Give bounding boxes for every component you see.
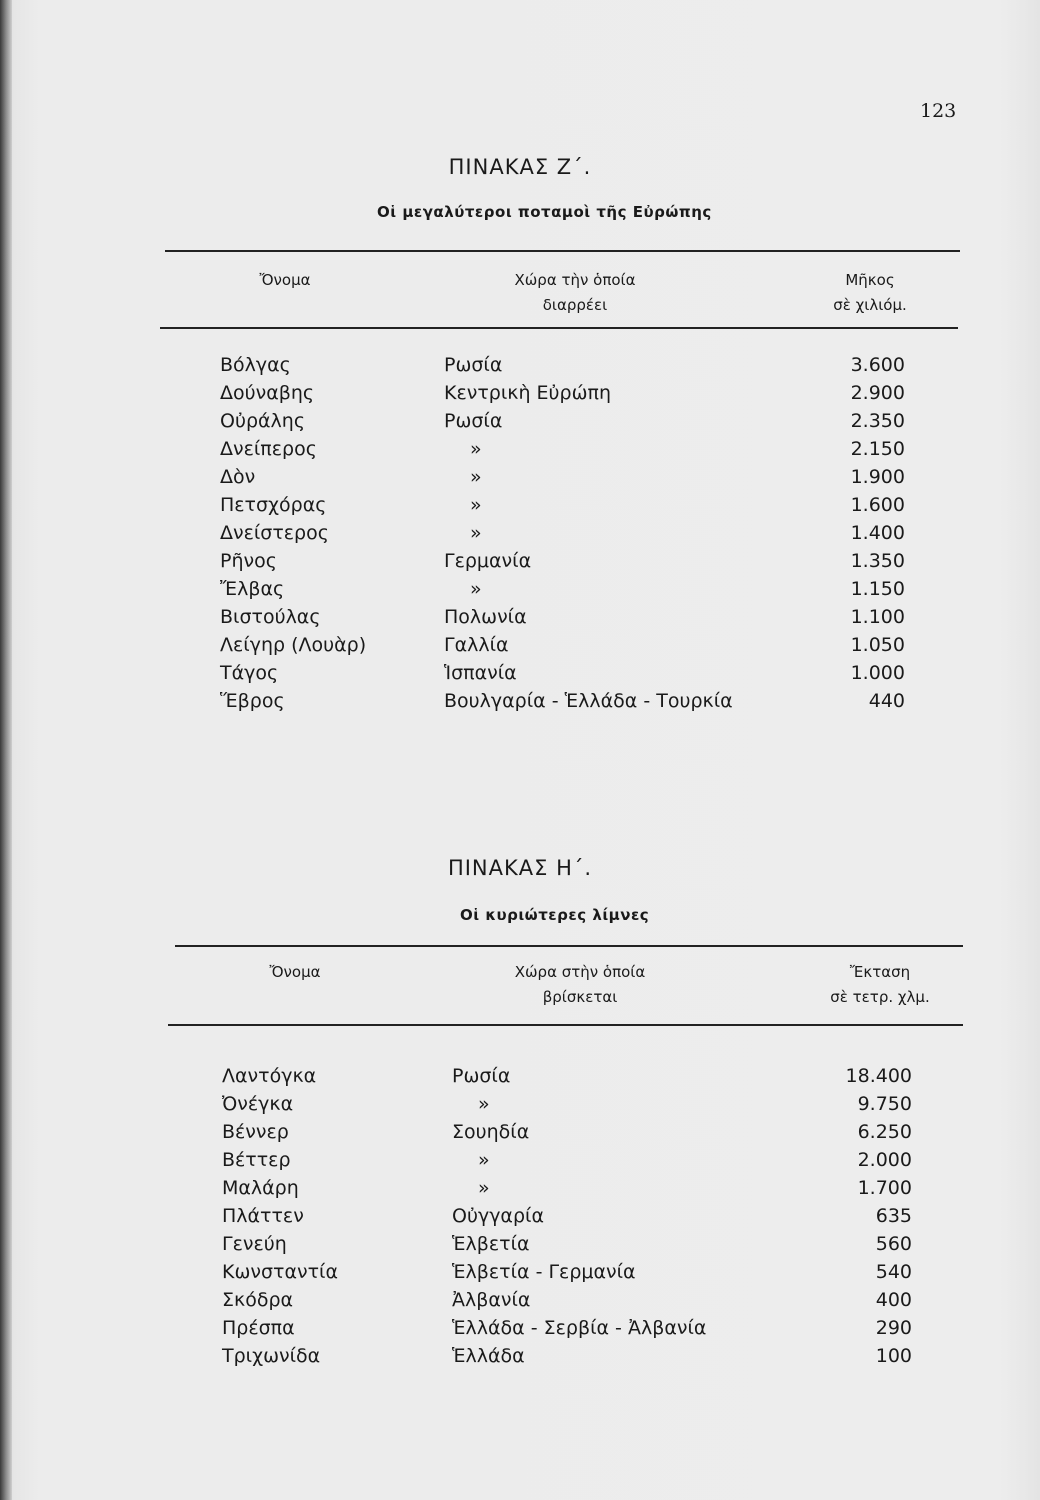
table-row <box>0 634 1040 662</box>
rivers-header-bottom-rule <box>160 327 958 329</box>
lake-country: Ἑλλάδα <box>452 1345 525 1367</box>
lake-name: Λαντόγκα <box>222 1065 317 1087</box>
river-country: » <box>470 522 482 544</box>
lake-name: Βέττερ <box>222 1149 291 1171</box>
lake-name: Σκόδρα <box>222 1289 294 1311</box>
lake-area: 540 <box>875 1261 912 1283</box>
lakes-header-bottom-rule <box>168 1024 963 1026</box>
table-row <box>0 1317 1040 1345</box>
lake-area: 18.400 <box>845 1065 912 1087</box>
river-length: 1.400 <box>850 522 905 544</box>
lake-name: Πρέσπα <box>222 1317 295 1339</box>
lake-name: Τριχωνίδα <box>222 1345 321 1367</box>
table-row <box>0 1093 1040 1121</box>
lake-country: Ἑλβετία - Γερμανία <box>452 1261 636 1283</box>
river-length: 2.900 <box>850 382 905 404</box>
rivers-header-country <box>470 268 680 318</box>
table-row <box>0 438 1040 466</box>
rivers-header-country-line2: διαρρέει <box>542 296 608 314</box>
river-country: » <box>470 494 482 516</box>
table-row <box>0 662 1040 690</box>
river-country: Βουλγαρία - Ἑλλάδα - Τουρκία <box>444 690 733 712</box>
river-country: Πολωνία <box>444 606 527 628</box>
lake-area: 9.750 <box>857 1093 912 1115</box>
river-name: Βόλγας <box>220 354 291 376</box>
lake-country: Σουηδία <box>452 1121 530 1143</box>
rivers-header-value-line1: Μῆκος <box>845 271 895 289</box>
river-name: Ἔλβας <box>220 578 285 600</box>
river-length: 3.600 <box>850 354 905 376</box>
river-length: 1.600 <box>850 494 905 516</box>
lakes-header-value <box>800 960 960 1010</box>
lake-country: » <box>478 1149 490 1171</box>
table-row <box>0 382 1040 410</box>
lakes-header-country-line2: βρίσκεται <box>542 988 618 1006</box>
table-row <box>0 1261 1040 1289</box>
lake-country: » <box>478 1177 490 1199</box>
river-name: Δὸν <box>220 466 256 488</box>
lake-name: Γενεύη <box>222 1233 287 1255</box>
river-length: 1.100 <box>850 606 905 628</box>
table-row <box>0 1065 1040 1093</box>
lake-area: 6.250 <box>857 1121 912 1143</box>
table-row <box>0 522 1040 550</box>
table-row <box>0 466 1040 494</box>
table-row <box>0 550 1040 578</box>
river-name: Οὐράλης <box>220 410 305 432</box>
table-row <box>0 606 1040 634</box>
lake-name: Κωνσταντία <box>222 1261 338 1283</box>
table-row <box>0 1205 1040 1233</box>
lakes-header-country <box>475 960 685 1010</box>
lake-country: Ρωσία <box>452 1065 511 1087</box>
table-row <box>0 1345 1040 1373</box>
river-length: 1.900 <box>850 466 905 488</box>
river-name: Βιστούλας <box>220 606 321 628</box>
lakes-header-name: Ὄνομα <box>269 963 321 981</box>
lake-area: 2.000 <box>857 1149 912 1171</box>
table-row <box>0 494 1040 522</box>
table-row <box>0 690 1040 718</box>
lake-area: 100 <box>875 1345 912 1367</box>
river-country: Ρωσία <box>444 410 503 432</box>
lakes-table-title: ΠΙΝΑΚΑΣ Η΄. <box>447 856 593 880</box>
river-name: Δνείπερος <box>220 438 317 460</box>
rivers-table-title: ΠΙΝΑΚΑΣ Ζ΄. <box>448 155 592 179</box>
river-country: Κεντρικὴ Εὐρώπη <box>444 382 612 404</box>
river-country: » <box>470 578 482 600</box>
lakes-header-value-line1: Ἔκταση <box>849 963 911 981</box>
river-length: 1.350 <box>850 550 905 572</box>
table-row <box>0 1289 1040 1317</box>
river-name: Δούναβης <box>220 382 315 404</box>
river-length: 1.150 <box>850 578 905 600</box>
lakes-header-top-rule <box>175 945 963 947</box>
river-length: 1.050 <box>850 634 905 656</box>
table-row <box>0 1177 1040 1205</box>
river-length: 2.150 <box>850 438 905 460</box>
river-country: » <box>470 466 482 488</box>
river-length: 2.350 <box>850 410 905 432</box>
lake-country: Οὐγγαρία <box>452 1205 544 1227</box>
river-country: Γαλλία <box>444 634 509 656</box>
lakes-header-value-line2: σὲ τετρ. χλμ. <box>830 988 930 1006</box>
table-row <box>0 1149 1040 1177</box>
lake-name: Ὀνέγκα <box>222 1093 294 1115</box>
lake-country: Ἀλβανία <box>452 1289 531 1311</box>
rivers-header-country-line1: Χώρα τὴν ὁποία <box>514 271 636 289</box>
lake-area: 560 <box>875 1233 912 1255</box>
river-country: Γερμανία <box>444 550 532 572</box>
river-name: Δνείστερος <box>220 522 329 544</box>
rivers-table-subtitle: Οἱ μεγαλύτεροι ποταμοὶ τῆς Εὐρώπης <box>377 203 712 221</box>
table-row <box>0 410 1040 438</box>
river-name: Λείγηρ (Λουὰρ) <box>220 634 367 656</box>
lake-area: 1.700 <box>857 1177 912 1199</box>
lake-country: » <box>478 1093 490 1115</box>
page-number: 123 <box>920 100 957 122</box>
lake-country: Ἑλβετία <box>452 1233 530 1255</box>
rivers-header-name: Ὄνομα <box>259 271 311 289</box>
river-name: Ρῆνος <box>220 550 277 572</box>
lake-name: Βέννερ <box>222 1121 289 1143</box>
table-row <box>0 1121 1040 1149</box>
lake-name: Μαλάρη <box>222 1177 299 1199</box>
table-row <box>0 578 1040 606</box>
river-length: 440 <box>868 690 905 712</box>
lakes-header-country-line1: Χώρα στὴν ὁποία <box>514 963 646 981</box>
rivers-header-top-rule <box>165 250 960 252</box>
river-country: Ρωσία <box>444 354 503 376</box>
rivers-header-value-line2: σὲ χιλιόμ. <box>833 296 907 314</box>
river-length: 1.000 <box>850 662 905 684</box>
rivers-header-value <box>800 268 940 318</box>
table-row <box>0 1233 1040 1261</box>
river-name: Πετσχόρας <box>220 494 327 516</box>
lake-area: 290 <box>875 1317 912 1339</box>
lakes-table-subtitle: Οἱ κυριώτερες λίμνες <box>460 906 650 924</box>
lake-area: 635 <box>875 1205 912 1227</box>
lake-area: 400 <box>875 1289 912 1311</box>
river-name: Τάγος <box>220 662 279 684</box>
river-country: » <box>470 438 482 460</box>
river-country: Ἱσπανία <box>444 662 517 684</box>
lake-country: Ἑλλάδα - Σερβία - Ἀλβανία <box>452 1317 707 1339</box>
river-name: Ἕβρος <box>220 690 285 712</box>
lake-name: Πλάττεν <box>222 1205 304 1227</box>
table-row <box>0 354 1040 382</box>
